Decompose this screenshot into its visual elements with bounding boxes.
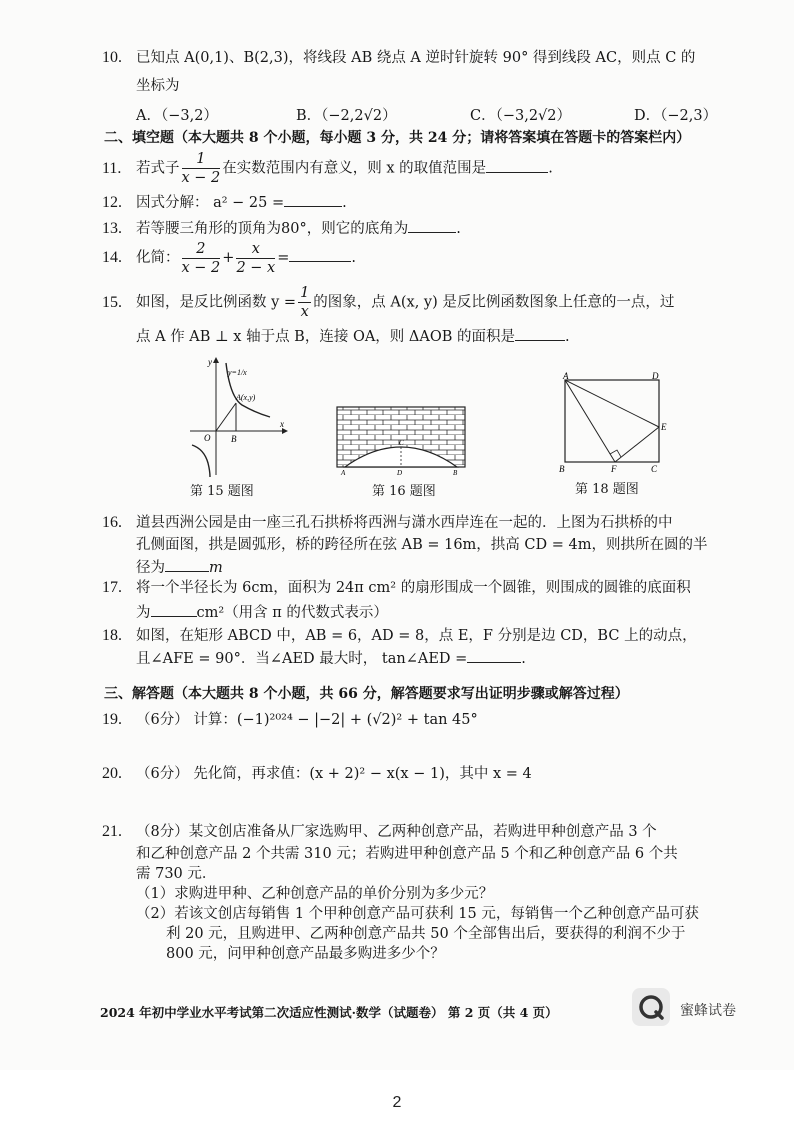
figure-15-caption: 第 15 题图 [190,484,254,499]
question-number: 20. [102,765,122,782]
question-17 [102,578,691,598]
fraction-denominator: x − 2 [181,170,221,186]
label-y: y [208,357,212,367]
question-21-sub2-line2: 利 20 元，且购进甲、乙两种创意产品共 50 个全部售出后，要获得的利润不少于 [166,926,686,942]
question-text: （8分）某文创店准备从厂家选购甲、乙两种创意产品，若购进甲种创意产品 3 个 [136,824,657,840]
question-11 [102,150,553,187]
question-16 [102,513,673,533]
question-21-line3: 需 730 元． [136,866,217,882]
fraction-numerator: 2 [182,240,221,259]
question-text: （6分） 先化简，再求值：(x + 2)² − x(x − 1)，其中 x = 4 [136,766,532,782]
figure-18-rectangle [555,370,675,475]
question-20 [102,764,532,784]
question-21-sub2-line3: 800 元，问甲种创意产品最多购进多少个？ [166,946,445,962]
punctuation: . [521,651,526,667]
question-number: 19. [102,711,122,728]
question-number: 16. [102,514,122,531]
question-12 [102,192,347,213]
punctuation: . [548,160,553,177]
label-x: x [280,419,284,429]
question-text: 若等腰三角形的顶角为80°，则它的底角为 [136,221,409,237]
punctuation: . [456,221,461,237]
answer-blank[interactable] [408,218,456,233]
question-text: 化简： [136,250,180,266]
question-15 [102,284,674,321]
label-d: D [397,469,403,477]
question-16-line2: 孔侧面图，拱是圆弧形，桥的跨径所在弦 AB = 16m，拱高 CD = 4m，则拱所在圆的半 [136,537,708,553]
unit: m [209,560,223,576]
question-10 [102,48,695,68]
question-21-sub2: （2）若该文创店每销售 1 个甲种创意产品可获利 15 元，每销售一个乙种创意产品可获 [136,906,699,922]
question-text: 已知点 A(0,1)、B(2,3)，将线段 AB 绕点 A 逆时针旋转 90° 得到线段 AC，则点 C 的 [136,50,696,66]
question-18-line2 [136,648,526,669]
option-b: B．（−2,2√2） [296,108,397,124]
question-text: 将一个半径长为 6cm，面积为 24π cm² 的扇形围成一个圆锥，则围成的圆锥的底面积 [136,580,691,596]
question-text: 点 A 作 AB ⊥ x 轴于点 B，连接 OA，则 ΔAOB 的面积是 [136,329,516,345]
question-21-sub1: （1）求购进甲种、乙种创意产品的单价分别为多少元？ [136,886,494,902]
question-text: 在实数范围内有意义，则 x 的取值范围是 [222,160,487,177]
fraction-2 [236,240,275,277]
fraction-numerator: 1 [182,150,221,169]
question-14 [102,238,356,278]
question-number: 15. [102,293,122,311]
punctuation: . [565,329,570,345]
question-number: 14. [102,249,122,266]
option-d: D．（−2,3） [634,108,718,124]
question-text: 如图，是反比例函数 y = [136,294,297,311]
answer-blank[interactable] [284,192,342,207]
fraction-numerator: 1 [300,285,310,301]
equals-sign: = [277,250,290,266]
page-number: 2 [392,1094,402,1111]
section-heading-fill-in: 二、填空题（本大题共 8 个小题，每小题 3 分，共 24 分；请将答案填在答题卡的答案栏内） [104,130,691,146]
question-17-line2 [136,602,388,623]
fraction [182,150,221,187]
question-number: 10. [102,49,122,66]
question-text: 道县西洲公园是由一座三孔石拱桥将西洲与潇水西岸连在一起的．上图为石拱桥的中 [136,515,673,531]
question-15-line2 [136,326,570,347]
answer-blank[interactable] [289,247,351,262]
question-21-line2: 和乙种创意产品 2 个共需 310 元；若购进甲种创意产品 5 个和乙种创意产品 6 个共 [136,846,678,862]
figure-15-hyperbola [190,355,290,480]
question-text: 因式分解： a² − 25 = [136,195,285,211]
question-text: 且∠AFE = 90°．当∠AED 最大时， tan∠AED = [136,651,468,667]
question-number: 13. [102,220,122,237]
punctuation: . [342,195,347,211]
question-text: cm²（用含 π 的代数式表示） [196,605,388,621]
brand-name: 蜜蜂试卷 [680,1003,736,1019]
label-b: B [453,469,458,477]
question-number: 11. [102,159,122,177]
fraction-denominator: 2 − x [236,259,276,276]
answer-blank[interactable] [486,158,548,173]
question-text: 径为 [136,560,165,576]
punctuation: . [351,250,356,266]
question-text: （6分） 计算：(−1)²⁰²⁴ − |−2| + (√2)² + tan 45° [136,712,478,728]
fraction-denominator: x − 2 [181,259,221,276]
label-e: E [661,422,667,432]
page-footer: 2024 年初中学业水平考试第二次适应性测试·数学（试题卷） 第 2 页（共 4 页） [100,1005,558,1020]
question-text: 若式子 [136,160,180,177]
label-c: C [651,464,658,474]
option-c: C．（−3,2√2） [470,108,572,124]
label-b: B [559,464,565,474]
answer-blank[interactable] [467,648,521,663]
fraction [298,284,311,321]
question-21 [102,822,657,842]
answer-blank[interactable] [151,602,197,617]
section-heading-solutions: 三、解答题（本大题共 8 个小题，共 66 分，解答题要求写出证明步骤或解答过程） [104,686,629,702]
label-o: O [204,433,211,443]
figure-16-caption: 第 16 题图 [372,484,436,499]
question-number: 18. [102,627,122,644]
option-a: A．（−3,2） [136,108,218,124]
question-number: 12. [102,194,122,211]
figure-18-caption: 第 18 题图 [575,482,639,497]
point-label-a: A(x,y) [236,393,256,402]
question-10-line2: 坐标为 [136,78,180,94]
label-f: F [611,464,617,474]
answer-blank[interactable] [515,326,565,341]
figure-16-arch-bridge [335,405,467,477]
label-c: C [399,439,404,447]
question-13 [102,218,461,239]
question-16-line3 [136,557,223,578]
question-18 [102,626,697,646]
label-b: B [231,434,237,444]
answer-blank[interactable] [165,557,209,572]
question-text: 为 [136,605,151,621]
label-d: D [652,371,659,381]
fraction-denominator: x [300,304,309,320]
label-a: A [341,469,346,477]
question-19 [102,710,478,730]
question-text: 如图，在矩形 ABCD 中，AB = 6，AD = 8，点 E，F 分别是边 CD，BC 上的动点， [136,628,697,644]
plus-sign: + [222,250,235,266]
label-a: A [563,371,569,381]
brand-logo-icon [632,988,670,1026]
fraction-numerator: x [236,240,275,259]
curve-label: y=1/x [228,368,247,377]
fraction-1 [182,240,221,277]
question-number: 21. [102,823,122,840]
question-number: 17. [102,579,122,596]
question-text: 的图象，点 A(x, y) 是反比例函数图象上任意的一点，过 [313,294,675,311]
brand-logo [632,988,670,1026]
